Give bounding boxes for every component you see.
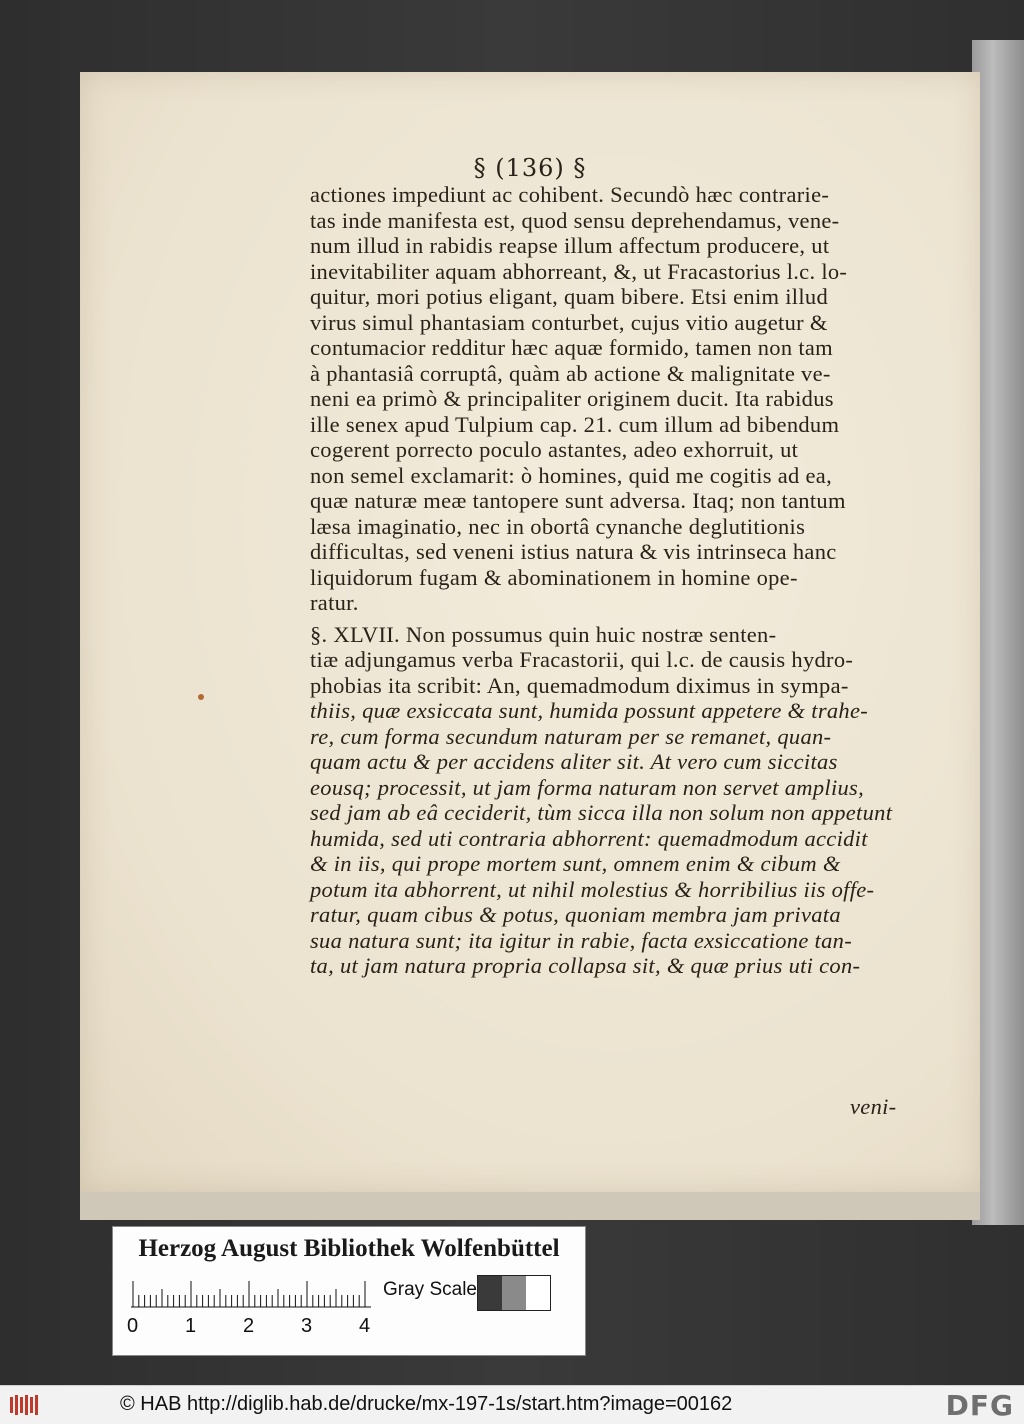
text-line: liquidorum fugam & abominationem in homine ope- [310, 564, 798, 590]
gray-swatch [478, 1276, 502, 1310]
ruler-number: 1 [185, 1315, 197, 1337]
page-bottom-edge [80, 1190, 980, 1220]
ruler-number: 4 [359, 1315, 371, 1337]
text-line: contumacior redditur hæc aquæ formido, tamen non tam [310, 335, 833, 360]
page-header: § (136) § [473, 154, 587, 182]
text-line: tas inde manifesta est, quod sensu deprehendamus, vene- [310, 207, 840, 233]
text-line: quitur, mori potius eligant, quam bibere. Etsi enim illud [310, 284, 828, 309]
gray-swatch [502, 1276, 526, 1310]
text-line: eousq; processit, ut jam forma naturam non servet amplius, [310, 774, 865, 800]
text-line: & in iis, qui prope mortem sunt, omnem enim & cibum & [310, 851, 841, 876]
library-name: Herzog August Bibliothek Wolfenbüttel [138, 1235, 560, 1262]
text-line: humida, sed uti contraria abhorrent: quemadmodum accidit [310, 825, 868, 851]
text-line: phobias ita scribit: An, quemadmodum diximus in sympa- [310, 672, 849, 698]
text-line: inevitabiliter aquam abhorreant, &, ut Fracastorius l.c. lo- [310, 258, 848, 284]
ink-spot [198, 694, 204, 700]
hab-logo-icon [8, 1393, 44, 1417]
catchword: veni- [850, 1094, 897, 1119]
text-line: num illud in rabidis reapse illum affectum producere, ut [310, 233, 830, 258]
gray-scale-label: Gray Scale [383, 1279, 477, 1300]
ruler-numbers [127, 1315, 387, 1341]
copyright-url: © HAB http://diglib.hab.de/drucke/mx-197-1s/start.htm?image=00162 [120, 1393, 733, 1415]
text-line: §. XLVII. Non possumus quin huic nostræ senten- [310, 621, 777, 647]
text-line: sua natura sunt; ita igitur in rabie, facta exsiccatione tan- [310, 927, 852, 953]
text-line: potum ita abhorrent, ut nihil molestius & horribilius iis offe- [310, 876, 875, 902]
ruler-number: 2 [243, 1315, 255, 1337]
text-line: cogerent porrecto poculo astantes, adeo exhorruit, ut [310, 437, 799, 462]
text-line: re, cum forma secundum naturam per se remanet, quan- [310, 723, 832, 749]
body-text [310, 182, 950, 979]
footer-bar [0, 1385, 1024, 1424]
text-line: tiæ adjungamus verba Fracastorii, qui l.c. de causis hydro- [310, 647, 854, 672]
book-page [80, 72, 980, 1192]
text-line: difficultas, sed veneni istius natura & vis intrinseca hanc [310, 539, 837, 564]
text-line: quæ naturæ meæ tantopere sunt adversa. Itaq; non tantum [310, 488, 846, 513]
text-line: neni ea primò & principaliter originem ducit. Ita rabidus [310, 386, 834, 411]
library-color-card [112, 1226, 586, 1356]
ruler-number: 3 [301, 1315, 313, 1337]
ruler-scale [131, 1277, 371, 1313]
text-line: non semel exclamarit: ò homines, quid me cogitis ad ea, [310, 462, 832, 488]
text-line: quam actu & per accidens aliter sit. At vero cum siccitas [310, 749, 838, 774]
text-line: ratur. [310, 590, 359, 615]
gray-scale-swatches [477, 1275, 551, 1311]
text-line: ratur, quam cibus & potus, quoniam membra jam privata [310, 902, 841, 927]
text-line: sed jam ab eâ ceciderit, tùm sicca illa non solum non appetunt [310, 800, 893, 825]
ruler-number: 0 [127, 1315, 139, 1337]
text-line: virus simul phantasiam conturbet, cujus vitio augetur & [310, 309, 828, 335]
text-line: ta, ut jam natura propria collapsa sit, & quæ prius uti con- [310, 953, 861, 978]
dfg-logo: DFG [945, 1389, 1014, 1422]
text-line: actiones impediunt ac cohibent. Secundò hæc contrarie- [310, 182, 830, 207]
text-line: ille senex apud Tulpium cap. 21. cum illum ad bibendum [310, 411, 840, 437]
text-line: à phantasiâ corruptâ, quàm ab actione & malignitate ve- [310, 360, 831, 386]
text-line: thiis, quæ exsiccata sunt, humida possunt appetere & trahe- [310, 698, 869, 723]
text-line: læsa imaginatio, nec in obortâ cynanche deglutitionis [310, 513, 806, 539]
gray-swatch [526, 1276, 550, 1310]
